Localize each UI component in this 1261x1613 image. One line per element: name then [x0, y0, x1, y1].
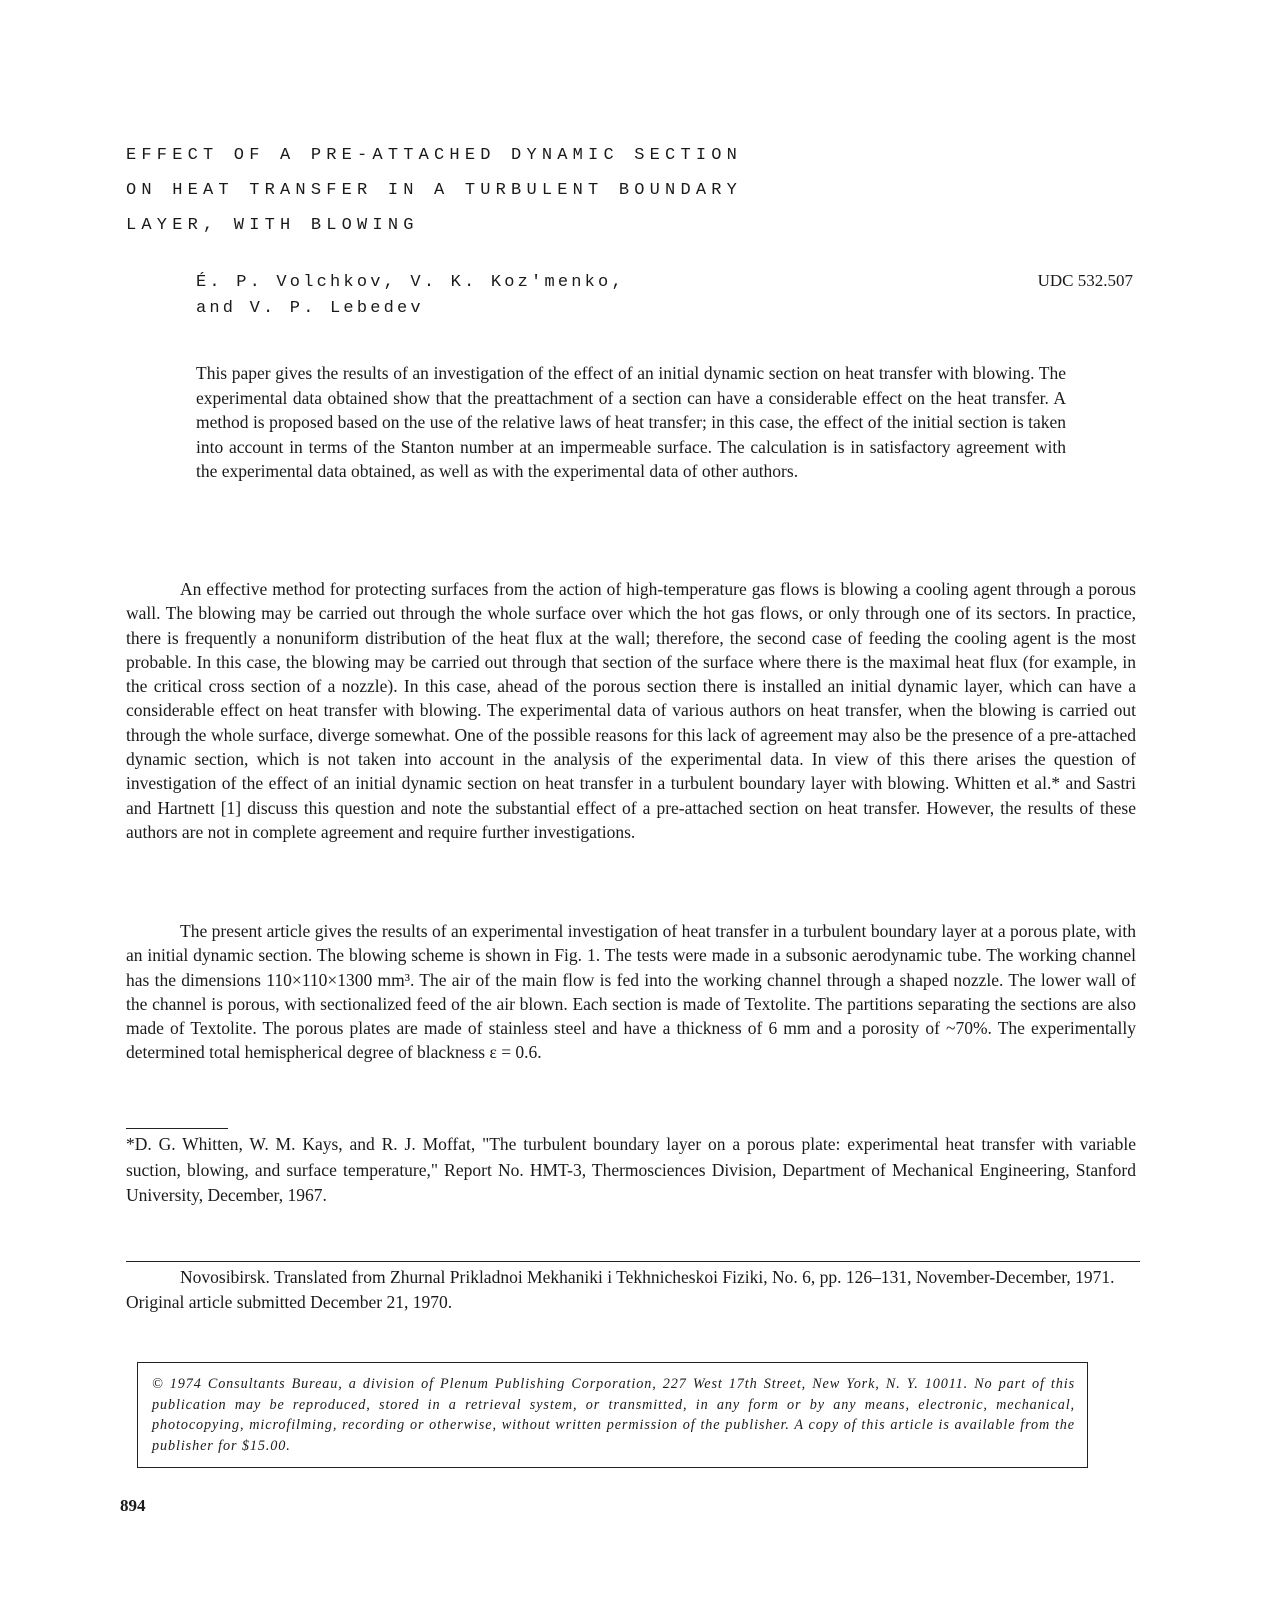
abstract: This paper gives the results of an investigation of the effect of an initial dynamic section on heat transfer with blowing. The experimental data obtained show that the preattachment of a section can have a considerable effect on the heat transfer. A method is proposed based on the use of the relative laws of heat transfer; in this case, the effect of the initial section is taken into account in terms of the Stanton number at an impermeable surface. The calculation is in satisfactory agreement with the experimental data obtained, as well as with the experimental data of other authors.: [196, 363, 1066, 481]
source-note: Novosibirsk. Translated from Zhurnal Prikladnoi Mekhaniki i Tekhnicheskoi Fiziki, No. 6, pp. 126–131, November-December, 1971. Original article submitted December 21, 1970.: [126, 1267, 1115, 1312]
page-number: 894: [120, 1496, 146, 1515]
copyright-notice: © 1974 Consultants Bureau, a division of Plenum Publishing Corporation, 227 West 17th Street, New York, N. Y. 10011. No part of this publication may be reproduced, stored in a retrieval system, or transmitted, in any form or by any means, electronic, mechanical, photocopying, microfilming, recording or otherwise, without written permission of the publisher. A copy of this article is available from the publisher for $15.00.: [152, 1376, 1075, 1454]
author-list: [196, 270, 625, 322]
title-line-1: EFFECT OF A PRE-ATTACHED DYNAMIC SECTION: [126, 146, 743, 165]
title-line-2: ON HEAT TRANSFER IN A TURBULENT BOUNDARY: [126, 181, 743, 200]
copyright-box: [137, 1362, 1088, 1468]
source-divider: [126, 1261, 1140, 1262]
footnote: *D. G. Whitten, W. M. Kays, and R. J. Moffat, "The turbulent boundary layer on a porous plate: experimental heat transfer with variable suction, blowing, and surface temperature," Report No. HMT-3, Thermosciences Division, Department of Mechanical Engineering, Stanford University, December, 1967.: [126, 1134, 1136, 1205]
authors-line-2: and V. P. Lebedev: [196, 299, 424, 318]
body-paragraph-2: The present article gives the results of an experimental investigation of heat transfer in a turbulent boundary layer at a porous plate, with an initial dynamic section. The blowing scheme is shown in Fig. 1. The tests were made in a subsonic aerodynamic tube. The working channel has the dimensions 110×110×1300 mm³. The air of the main flow is fed into the working channel through a shaped nozzle. The lower wall of the channel is porous, with sectionalized feed of the air blown. Each section is made of Textolite. The partitions separating the sections are also made of Textolite. The porous plates are made of stainless steel and have a thickness of 6 mm and a porosity of ~70%. The experimentally determined total hemispherical degree of blackness ε = 0.6.: [126, 921, 1136, 1063]
authors-line-1: É. P. Volchkov, V. K. Koz'menko,: [196, 273, 625, 292]
footnote-divider: [126, 1128, 228, 1129]
udc-code: UDC 532.507: [1037, 271, 1133, 290]
title-line-3: LAYER, WITH BLOWING: [126, 216, 419, 235]
body-paragraph-1: An effective method for protecting surfaces from the action of high-temperature gas flows is blowing a cooling agent through a porous wall. The blowing may be carried out through the whole surface over which the hot gas flows, or only through one of its sectors. In practice, there is frequently a nonuniform distribution of the heat flux at the wall; therefore, the second case of feeding the cooling agent is the most probable. In this case, the blowing may be carried out through that section of the surface where there is the maximal heat flux (for example, in the critical cross section of a nozzle). In this case, ahead of the porous section there is installed an initial dynamic layer, which can have a considerable effect on heat transfer with blowing. The experimental data of various authors on heat transfer, when the blowing is carried out through the whole surface, diverge somewhat. One of the possible reasons for this lack of agreement may also be the presence of a pre-attached dynamic section, which is not taken into account in the analysis of the experimental data. In view of this there arises the question of investigation of the effect of an initial dynamic section on heat transfer in a turbulent boundary layer with blowing. Whitten et al.* and Sastri and Hartnett [1] discuss this question and note the substantial effect of a pre-attached section on heat transfer. However, the results of these authors are not in complete agreement and require further investigations.: [126, 579, 1136, 842]
